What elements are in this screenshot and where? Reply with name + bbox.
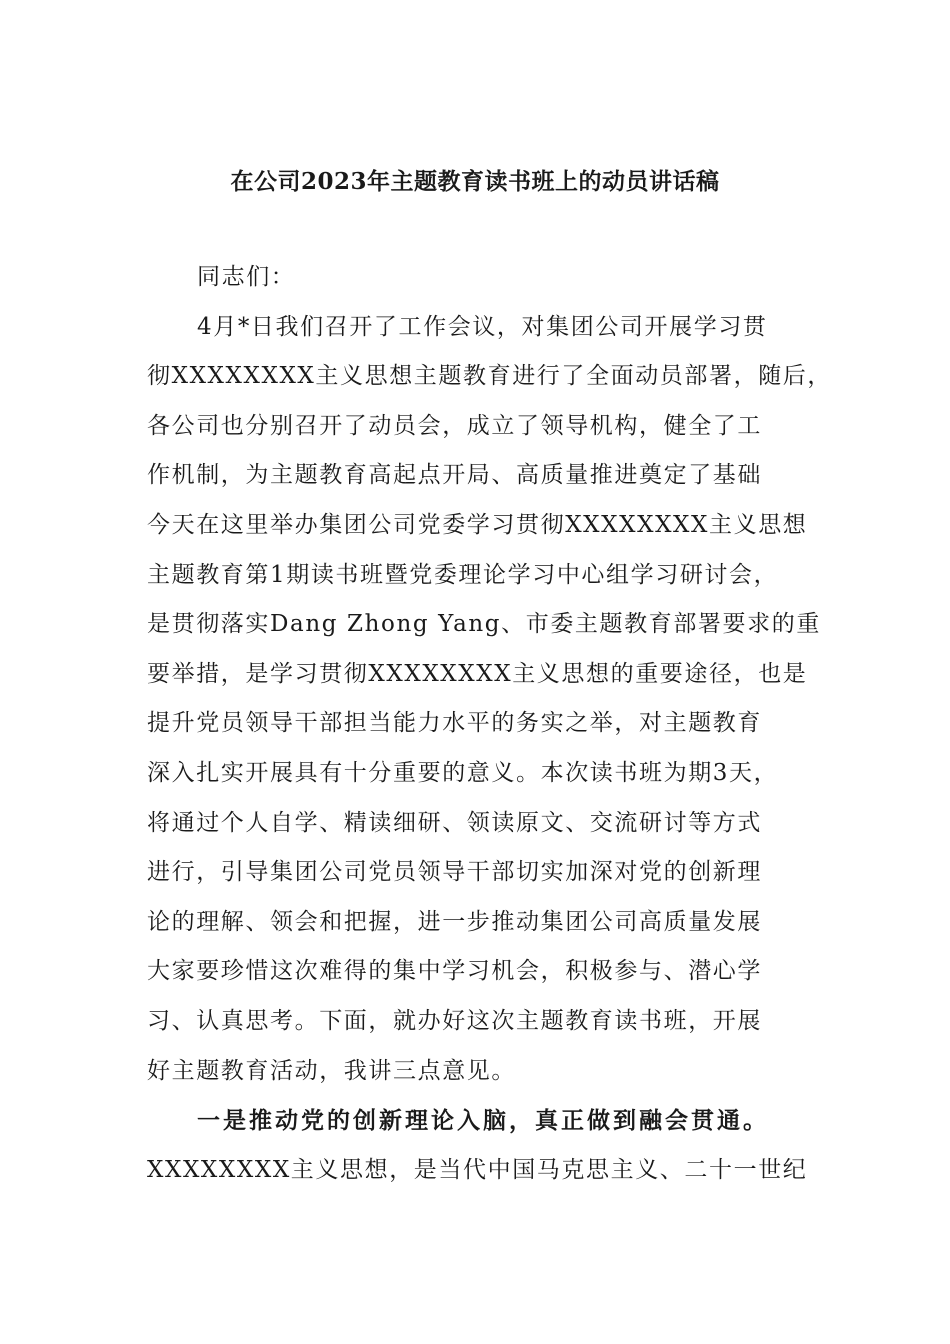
document-title: 在公司2023年主题教育读书班上的动员讲话稿 xyxy=(230,168,720,195)
section-heading: 一是推动党的创新理论入脑，真正做到融会贯通。 xyxy=(197,1107,769,1135)
paragraph-line: 彻XXXXXXXX主义思想主题教育进行了全面动员部署，随后， xyxy=(147,363,832,390)
paragraph-line: 论的理解、领会和把握，进一步推动集团公司高质量发展 xyxy=(147,908,762,935)
paragraph-line: 主题教育第1期读书班暨党委理论学习中心组学习研讨会， xyxy=(147,561,779,588)
document-body xyxy=(147,253,837,1195)
paragraph-line: 深入扎实开展具有十分重要的意义。本次读书班为期3天， xyxy=(147,759,779,786)
paragraph-line: 各公司也分别召开了动员会，成立了领导机构，健全了工 xyxy=(147,412,762,439)
paragraph-line: 提升党员领导干部担当能力水平的务实之举，对主题教育 xyxy=(147,710,762,737)
paragraph-line: 今天在这里举办集团公司党委学习贯彻XXXXXXXX主义思想 xyxy=(147,511,808,538)
salutation: 同志们： xyxy=(197,264,296,290)
paragraph-line: 进行，引导集团公司党员领导干部切实加深对党的创新理 xyxy=(147,859,762,886)
paragraph-line: 是贯彻落实Dang Zhong Yang、市委主题教育部署要求的重 xyxy=(147,611,821,638)
paragraph-line: 要举措，是学习贯彻XXXXXXXX主义思想的重要途径，也是 xyxy=(147,660,808,687)
paragraph-line: 好主题教育活动，我讲三点意见。 xyxy=(147,1057,516,1084)
paragraph-line: 将通过个人自学、精读细研、领读原文、交流研讨等方式 xyxy=(147,809,762,836)
paragraph-line: 4月*日我们召开了工作会议，对集团公司开展学习贯 xyxy=(197,313,768,340)
paragraph-line: 习、认真思考。下面，就办好这次主题教育读书班，开展 xyxy=(147,1007,762,1034)
paragraph-line: 大家要珍惜这次难得的集中学习机会，积极参与、潜心学 xyxy=(147,958,762,985)
paragraph-line: XXXXXXXX主义思想，是当代中国马克思主义、二十一世纪 xyxy=(147,1156,808,1183)
paragraph-line: 作机制，为主题教育高起点开局、高质量推进奠定了基础 xyxy=(147,462,762,489)
